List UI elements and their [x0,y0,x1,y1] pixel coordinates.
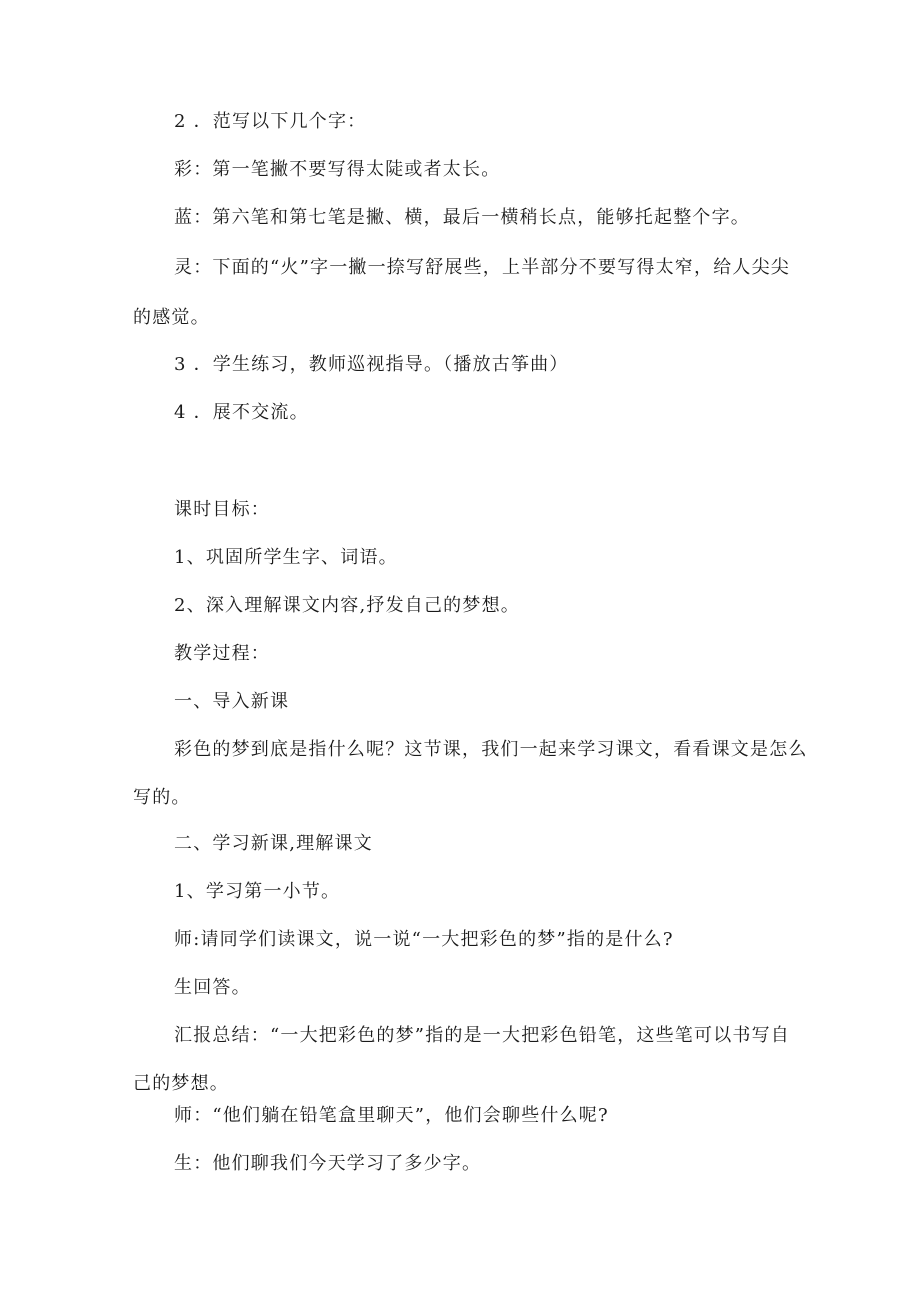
paragraph-teacher-question: 师:请同学们读课文，说一说“一大把彩色的梦”指的是什么? [174,929,674,950]
paragraph-intro-line1: 彩色的梦到底是指什么呢？这节课，我们一起来学习课文，看看课文是怎么 [174,739,808,760]
paragraph-goal-1: 1、巩固所学生字、词语。 [174,547,398,568]
paragraph-step-4: 4 ．展不交流。 [174,402,309,423]
paragraph-part-2: 二、学习新课,理解课文 [174,833,373,854]
paragraph-student-answer-2: 生：他们聊我们今天学习了多少字。 [174,1153,482,1174]
paragraph-student-answer: 生回答。 [174,977,251,998]
paragraph-cai: 彩：第一笔撇不要写得太陡或者太长。 [174,159,501,180]
paragraph-intro-line2: 写的。 [133,787,191,808]
paragraph-teacher-question-2: 师：“他们躺在铅笔盒里聊天”，他们会聊些什么呢? [174,1105,609,1126]
paragraph-part-1: 一、导入新课 [174,691,290,712]
paragraph-summary-line2: 己的梦想。 [133,1073,229,1094]
paragraph-goals-label: 课时目标： [174,499,270,520]
paragraph-summary-line1: 汇报总结：“一大把彩色的梦”指的是一大把彩色铅笔，这些笔可以书写自 [174,1025,791,1046]
paragraph-goal-2: 2、深入理解课文内容,抒发自己的梦想。 [174,595,520,616]
paragraph-process-label: 教学过程： [174,643,270,664]
paragraph-step-2: 2 ．范写以下几个字： [174,111,367,132]
paragraph-ling-line1: 灵：下面的“火”字一撇一捺写舒展些，上半部分不要写得太窄，给人尖尖 [174,257,791,278]
paragraph-step-3: 3 ．学生练习，教师巡视指导。（播放古筝曲） [174,354,569,375]
paragraph-ling-line2: 的感觉。 [133,307,210,328]
paragraph-lan: 蓝：第六笔和第七笔是撇、横，最后一横稍长点，能够托起整个字。 [174,207,750,228]
paragraph-study-1: 1、学习第一小节。 [174,881,341,902]
